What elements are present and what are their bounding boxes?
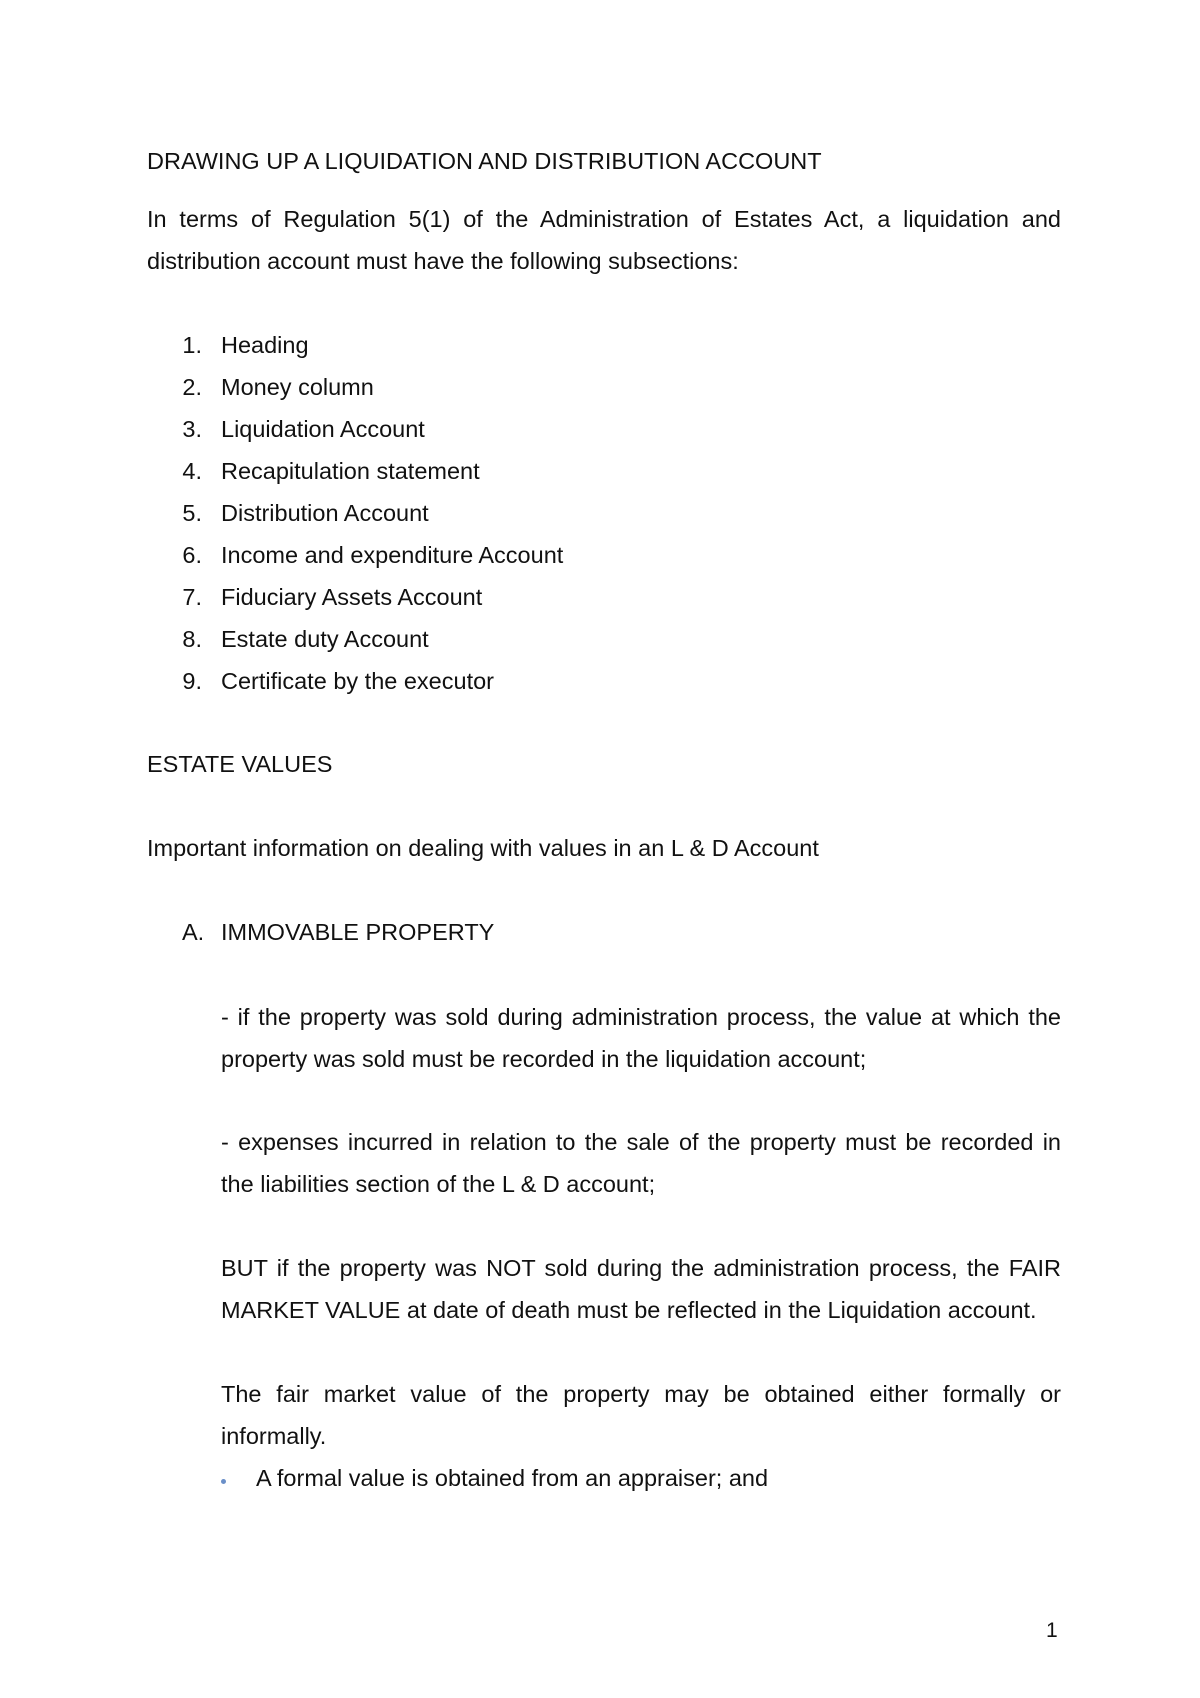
list-item: Income and expenditure Account	[221, 542, 564, 568]
document-heading: DRAWING UP A LIQUIDATION AND DISTRIBUTION ACCOUNT	[147, 148, 822, 174]
fmv-line-2: informally.	[221, 1423, 327, 1449]
intro-line-2: distribution account must have the following subsections:	[147, 248, 739, 274]
but-line-2: MARKET VALUE at date of death must be reflected in the Liquidation account.	[221, 1297, 1037, 1323]
intro-line-1: In terms of Regulation 5(1) of the Administration of Estates Act, a liquidation and	[147, 206, 1061, 232]
list-item: Distribution Account	[221, 500, 429, 526]
fmv-line-1: The fair market value of the property may be obtained either formally or	[221, 1381, 1061, 1407]
important-info-text: Important information on dealing with values in an L & D Account	[147, 835, 819, 861]
list-number: 2.	[182, 374, 202, 400]
list-number: 4.	[182, 458, 202, 484]
list-item: Liquidation Account	[221, 416, 425, 442]
point-1-line-1: - if the property was sold during administration process, the value at which the	[221, 1004, 1061, 1030]
section-a-letter: A.	[182, 919, 205, 945]
bullet-icon	[221, 1479, 226, 1484]
bullet-item-1: A formal value is obtained from an appraiser; and	[256, 1465, 769, 1491]
page-number: 1	[1046, 1619, 1058, 1642]
but-line-1: BUT if the property was NOT sold during the administration process, the FAIR	[221, 1255, 1061, 1281]
list-item: Certificate by the executor	[221, 668, 494, 694]
list-item: Recapitulation statement	[221, 458, 480, 484]
estate-values-heading: ESTATE VALUES	[147, 751, 333, 777]
point-2-line-2: the liabilities section of the L & D account;	[221, 1171, 656, 1197]
list-number: 7.	[182, 584, 202, 610]
list-number: 9.	[182, 668, 202, 694]
list-item: Money column	[221, 374, 374, 400]
point-1-line-2: property was sold must be recorded in the liquidation account;	[221, 1046, 867, 1072]
list-number: 3.	[182, 416, 202, 442]
list-number: 6.	[182, 542, 202, 568]
list-item: Heading	[221, 332, 309, 358]
point-2-line-1: - expenses incurred in relation to the sale of the property must be recorded in	[221, 1129, 1061, 1155]
list-number: 8.	[182, 626, 202, 652]
section-a-title: IMMOVABLE PROPERTY	[221, 919, 495, 945]
list-item: Fiduciary Assets Account	[221, 584, 483, 610]
list-number: 5.	[182, 500, 202, 526]
list-item: Estate duty Account	[221, 626, 429, 652]
list-number: 1.	[182, 332, 202, 358]
